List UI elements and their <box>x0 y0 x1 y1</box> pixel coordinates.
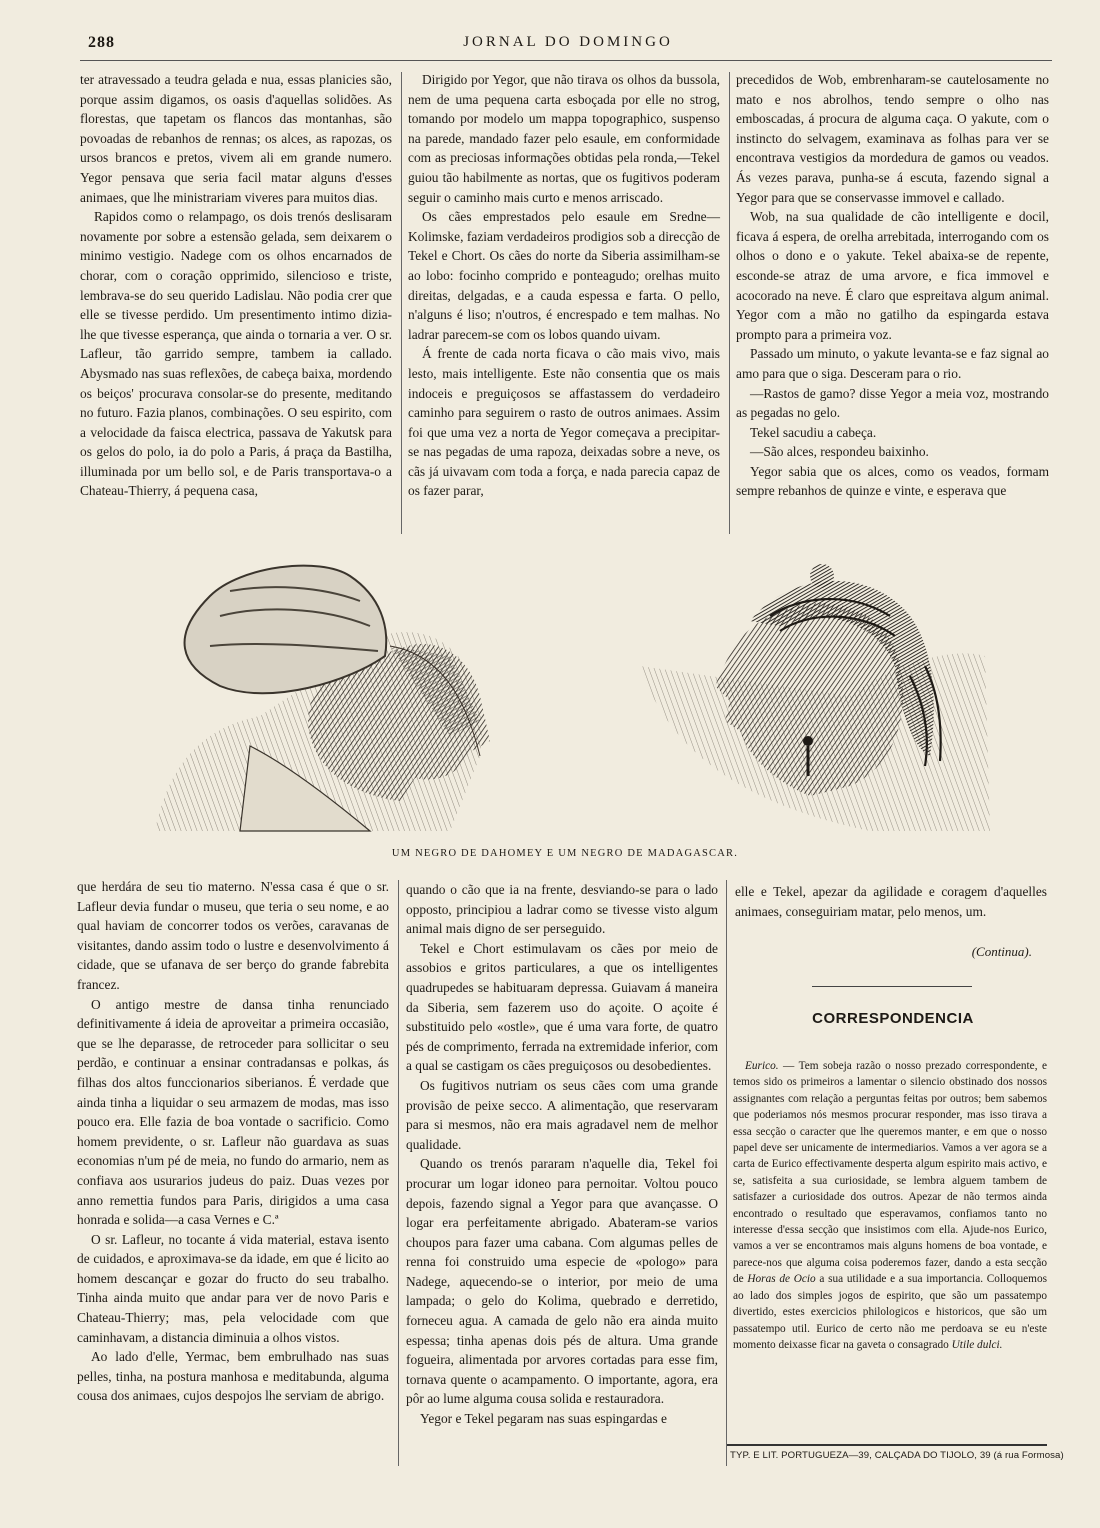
header-rule <box>80 60 1052 61</box>
top-column-1 <box>80 70 392 501</box>
portrait-madagascar <box>640 564 990 831</box>
engraving-illustration <box>150 556 1000 841</box>
page-number: 288 <box>88 34 115 51</box>
corr-emphasis: Horas de Ocio <box>747 1273 816 1286</box>
top-column-2 <box>408 70 720 501</box>
illustration-caption: UM NEGRO DE DAHOMEY E UM NEGRO DE MADAGASCAR. <box>391 848 739 859</box>
journal-title: JORNAL DO DOMINGO <box>463 34 673 50</box>
portrait-dahomey <box>155 566 490 831</box>
paragraph: Quando os trenós pararam n'aquelle dia, Tekel foi procurar um logar idoneo para pernoitar. Voltou pouco depois, fazendo signal a Yegor para que avançasse. O logar era perfeitamente abrigado. Abateram-se varios choupos para fazer uma cabana. Com algumas pelles de renna foi construido uma especie de «pologo» para Nadege, aquecendo-se o interior, por meio de uma lampada; o gelo do Kolima, quebrado e derretido, forneceu agua. A camada de gelo não era ainda muito espessa; tinha apenas dois pés de altura. Uma grande fogueira, alimentada por arvores cortadas para esse fim, tornava quente o acampamento. O importante, agora, era pôr ao lume alguma cousa solida e restauradora. <box>406 1156 718 1407</box>
paragraph: Yegor e Tekel pegaram nas suas espingardas e <box>420 1411 667 1427</box>
paragraph: Tekel e Chort estimulavam os cães por meio de assobios e gritos particulares, a que os intelligentes quadrupedes se habituaram depressa. Guiavam á maneira da Siberia, sem fazerem uso do açoite. O açoite é substituido pelo «ostle», que é uma vara forte, de quatro pés de comprimento, ferrada na extremidade inferior, com a qual se castigam os cães preguiçosos ou desobedientes. <box>406 940 718 1074</box>
section-rule <box>812 986 972 987</box>
corr-text-part: — Tem sobeja razão o nosso prezado correspondente, e temos sido os primeiros a lamentar o silencio obstinado dos nossos assignantes com relação a perguntas feitas por outros; bem sabemos que poderiamos nós mesmos procurar responder, mas isso tirava a essa secção o caracter que lhe queremos manter, e em que o nosso papel deve ser unicamente de intermediarios. Vamos a ver agora se a carta de Eurico effectivamente desperta algum espirito mais activo, e se, satisfeita a sua curiosidade, se lembra alguem tambem de satisfazer a curiosidade dos outros. Apezar de não termos ainda encontrado o resultado que esperavamos, confiamos tanto no interesse d'essa secção que insistimos com ella. Ajude-nos Eurico, vamos a ver se encontramos mais alguns homens de boa vontade, e parece-nos que alguma coisa poderemos fazer, dando a esta secção de <box>733 1060 1047 1286</box>
paragraph: —Rastos de gamo? disse Yegor a meia voz, mostrando as pegadas no gelo. <box>736 385 1049 421</box>
column-divider <box>398 880 399 1466</box>
column-divider <box>729 72 730 534</box>
paragraph: O antigo mestre de dansa tinha renunciado definitivamente á ideia de aproveitar a primeira occasião, que se lhe deparasse, de retroceder para sollicitar o seu perdão, e continuar a ensinar contradansas e polkas, ás filhas dos altos funccionarios siberianos. É verdade que ainda tinha a liquidar o seu armazem de modas, mas isso pouco era. Elle fazia de boa vontade o sacrificio. Como homem previdente, o sr. Lafleur não guardava as suas economias n'um pé de meia, no fundo do armario, nem as confiava aos usurarios judeus do paiz. Duas vezes por anno remettia fundos para Paris, dirigidos a uma casa honrada e solida—a casa Vernes e C.ª <box>77 996 389 1228</box>
imprint-rule <box>727 1444 1047 1446</box>
column-divider <box>726 880 727 1466</box>
paragraph: Dirigido por Yegor, que não tirava os olhos da bussola, nem de uma pequena carta esboçada por elle no strog, tomando por modelo um mappa topographico, suspenso na parede, mandado fazer pelo esaule, em conformidade com as preciosas informações obtidas pela ronda,—Tekel guiou tão habilmente as nortas, que os fugitivos poderam seguir o caminho mais curto e menos arriscado. <box>408 72 720 205</box>
paragraph: que herdára de seu tio materno. N'essa casa é que o sr. Lafleur devia fundar o museu, que teria o seu nome, e ao qual haviam de concorrer todos os verões, caravanas de visitantes, dando assim todo o lustre e desenvolvimento á cidade, que se ufanava de ser berço do grande fabrebita francez. <box>77 879 389 992</box>
bottom-column-1 <box>77 877 389 1406</box>
column-divider <box>401 72 402 534</box>
corr-text-part: a sua utilidade e a sua importancia. Colloquemos ao lado dos simples jogos de espirito, que são um passatempo divertido, estes exercicios philologicos e historicos, que são um passatempo util. Eurico de certo não me perdoava se eu n'este momento deixasse ficar na gaveta o consagrado <box>733 1273 1047 1351</box>
paragraph: elle e Tekel, apezar da agilidade e coragem d'aquelles animaes, conseguiriam matar, pelo menos, um. <box>735 884 1047 919</box>
correspondencia-text <box>733 1058 1047 1353</box>
correspondencia-heading: CORRESPONDENCIA <box>812 1010 974 1027</box>
correspondent-name: Eurico. <box>745 1060 779 1072</box>
paragraph: precedidos de Wob, embrenharam-se cautelosamente no mato e nos abrolhos, tendo sempre o olho nas emboscadas, á procura de alguma caça. O yakute, com o instincto do selvagem, examinava as folhas para ver se encontrava vestigios da mordedura de gamos ou veados. Ás vezes parava, punha-se á escuta, fazendo signal a Yegor para que se conservasse immovel e callado. <box>736 72 1049 205</box>
paragraph: Á frente de cada norta ficava o cão mais vivo, mais lesto, mais intelligente. Este não consentia que os mais indoceis e preguiçosos se affastassem do verdadeiro caminho para seguirem o rasto de outros animaes. Assim foi que uma vez a norta de Yegor começava a precipitar-se nas pegadas de uma rapoza, deixadas sobre a neve, os cãs já uivavam com toda a força, e nada parecia capaz de os fazer parar, <box>408 346 720 499</box>
top-column-3 <box>736 70 1049 501</box>
paragraph: Yegor sabia que os alces, como os veados, formam sempre rebanhos de quinze e vinte, e esperava que <box>736 463 1049 499</box>
paragraph: ter atravessado a teudra gelada e nua, essas planicies são, porque assim digamos, os oasis d'aquellas solidões. As florestas, que tapetam os flancos das montanhas, são povoadas de rebanhos de rennas; os alces, as rapozas, os ursos brancos e pretos, vivem ali em grande numero. Yegor pensava que seria facil matar alguns d'esses animaes, que lhe ministrariam viveres para muitos dias. <box>80 72 392 205</box>
corr-emphasis: Utile dulci. <box>951 1338 1003 1351</box>
paragraph: Wob, na sua qualidade de cão intelligente e docil, ficava á espera, de orelha arrebitada, interrogando com os olhos o dono e o yakute. Tekel abaixa-se de repente, esconde-se atraz de uma arvore, e fica immovel e acocorado na neve. É claro que espreitava algum animal. Yegor com a mão no gatilho da espingarda estava prompto para a primeira voz. <box>736 209 1049 342</box>
paragraph: Tekel sacudiu a cabeça. <box>750 424 877 440</box>
continua-note: (Continua). <box>971 944 1032 959</box>
paragraph: Os fugitivos nutriam os seus cães com uma grande provisão de peixe secco. A alimentação, que reservaram para si mesmos, não era mais agradavel nem de melhor qualidade. <box>406 1077 718 1152</box>
printer-imprint: TYP. E LIT. PORTUGUEZA—39, CALÇADA DO TIJOLO, 39 (á rua Formosa) <box>730 1450 1064 1461</box>
paragraph: O sr. Lafleur, no tocante á vida material, estava isento de cuidados, e aproximava-se da idade, em que é licito ao homem descançar e gozar do fructo do seu trabalho. Tinha ainda muito que andar para ver de novo Paris e Chateau-Thierry; mas, pela velocidade com que caminhavam, a distancia diminuia a olhos vistos. <box>77 1231 389 1345</box>
paragraph: Os cães emprestados pelo esaule em Sredne—Kolimske, faziam verdadeiros prodigios sob a direcção de Tekel e Chort. Os cães do norte da Siberia assimilham-se ao lobo: focinho comprido e ponteagudo; orelhas muito direitas, delgadas, e a cauda espessa e farta. O pello, n'alguns é liso; n'outros, é encrespado e tem malhas. No ladrar parecem-se com os lobos quando uivam. <box>408 209 720 342</box>
paragraph: Rapidos como o relampago, os dois trenós deslisaram novamente por sobre a estensão gelada, sem deixarem o minimo vestigio. Nadege com os olhos encarnados de chorar, com o coração opprimido, silencioso e triste, lembrava-se do seu querido Ladislau. Não podia crer que elle se tivesse perdido. Um presentimento intimo dizia-lhe que tivesse esperança, que ainda o tornaria a ver. O sr. Lafleur, tão garrido sempre, tambem ia callado. Abysmado nas suas reflexões, de cabeça baixa, mordendo os beiços' procurava consolar-se do presente, meditando no futuro. Fazia planos, combinações. O seu espirito, com a velocidade da faisca electrica, passava de Yakutsk para os gelos do polo, ia do polo a Paris, á praça da Bastilha, illuminada por um bello sol, e de Paris transportava-o a Chateau-Thierry, á pequena casa, <box>80 209 392 499</box>
page-header <box>88 34 1048 56</box>
paragraph: Ao lado d'elle, Yermac, bem embrulhado nas suas pelles, tinha, na postura manhosa e meditabunda, alguma cousa dos animaes, cujos despojos lhe serviam de abrigo. <box>77 1349 389 1404</box>
bottom-column-2 <box>406 880 718 1429</box>
paragraph: —São alces, respondeu baixinho. <box>750 444 929 460</box>
paragraph: Passado um minuto, o yakute levanta-se e faz signal ao amo para que o siga. Desceram para o rio. <box>736 346 1049 381</box>
bottom-column-3 <box>735 882 1047 921</box>
paragraph: quando o cão que ia na frente, desviando-se para o lado opposto, principiou a ladrar como se tivesse visto algum animal mais digno de ser perseguido. <box>406 882 718 937</box>
